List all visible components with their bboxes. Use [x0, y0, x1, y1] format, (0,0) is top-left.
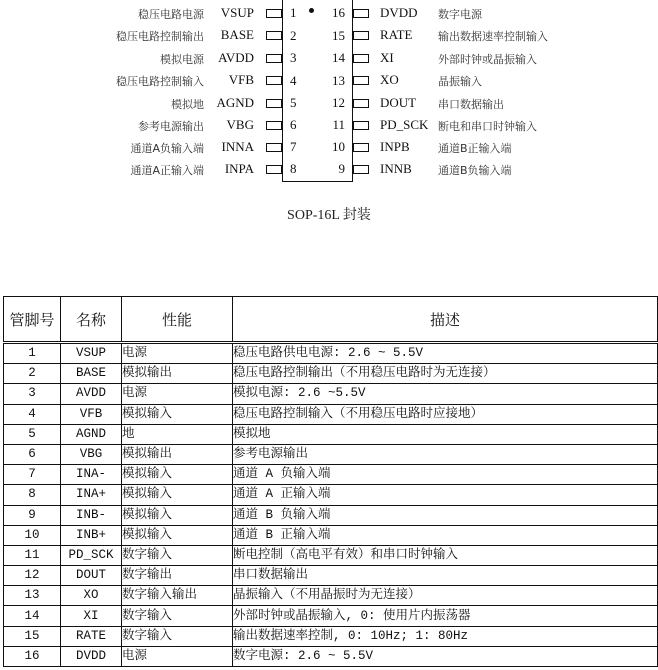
- table-row: [4, 505, 658, 525]
- pin-pad: [266, 99, 282, 108]
- cell-pin-number: 16: [4, 646, 61, 666]
- cell-name: INA-: [61, 465, 122, 485]
- cell-pin-number: 6: [4, 444, 61, 464]
- cell-function: 模拟输出: [122, 364, 233, 384]
- table-row: [4, 485, 658, 505]
- pin-number: 9: [338, 161, 345, 176]
- header-function: 性能: [122, 297, 233, 343]
- pin-pad: [353, 143, 369, 152]
- pin-number: 10: [332, 139, 345, 154]
- pin-name: VSUP: [220, 5, 254, 20]
- cell-function: 电源: [122, 646, 233, 666]
- pin-number: 2: [290, 28, 297, 43]
- pin-name: VFB: [228, 72, 254, 87]
- cell-description: 外部时钟或晶振输入, 0: 使用片内振荡器: [233, 606, 658, 626]
- header-pin-number: 管脚号: [4, 297, 61, 343]
- cell-name: VBG: [61, 444, 122, 464]
- cell-function: 模拟输入: [122, 465, 233, 485]
- package-caption: SOP-16L 封装: [287, 208, 371, 223]
- cell-description: 数字电源: 2.6 ~ 5.5V: [233, 646, 658, 666]
- pin-pad: [266, 9, 282, 18]
- table-row: [4, 404, 658, 424]
- pin-number: 3: [290, 50, 297, 65]
- cell-name: INB-: [61, 505, 122, 525]
- pin-description-table: [3, 296, 658, 667]
- pin-number: 11: [332, 117, 345, 132]
- cell-description: 稳压电路控制输出（不用稳压电路时为无连接）: [233, 364, 658, 384]
- cell-name: AVDD: [61, 384, 122, 404]
- cell-name: BASE: [61, 364, 122, 384]
- cell-function: 电源: [122, 343, 233, 364]
- pin-pad: [353, 54, 369, 63]
- pin-number: 14: [332, 50, 345, 65]
- cell-name: VFB: [61, 404, 122, 424]
- pin-name: DVDD: [380, 5, 418, 20]
- table-row: [4, 424, 658, 444]
- pin-number: 16: [332, 5, 345, 20]
- pin-pad: [353, 99, 369, 108]
- pin-desc: 数字电源: [438, 8, 482, 21]
- pin-desc: 稳压电路电源: [138, 8, 204, 21]
- cell-description: 输出数据速率控制, 0: 10Hz; 1: 80Hz: [233, 626, 658, 646]
- pin-desc: 输出数据速率控制输入: [438, 30, 548, 43]
- pin-desc: 模拟电源: [160, 53, 204, 66]
- pin-pad: [353, 31, 369, 40]
- pin-name: DOUT: [380, 95, 417, 110]
- table-row: [4, 626, 658, 646]
- cell-name: PD_SCK: [61, 545, 122, 565]
- cell-function: 地: [122, 424, 233, 444]
- pin-number: 15: [332, 28, 345, 43]
- cell-function: 电源: [122, 384, 233, 404]
- pin-desc: 通道A负输入端: [130, 142, 204, 155]
- cell-function: 数字输入: [122, 545, 233, 565]
- cell-description: 断电控制（高电平有效）和串口时钟输入: [233, 545, 658, 565]
- cell-pin-number: 9: [4, 505, 61, 525]
- cell-name: INA+: [61, 485, 122, 505]
- cell-description: 通道 B 正输入端: [233, 525, 658, 545]
- cell-function: 模拟输入: [122, 404, 233, 424]
- pin-desc: 晶振输入: [438, 75, 482, 88]
- cell-description: 通道 B 负输入端: [233, 505, 658, 525]
- cell-pin-number: 8: [4, 485, 61, 505]
- cell-description: 通道 A 负输入端: [233, 465, 658, 485]
- cell-name: DVDD: [61, 646, 122, 666]
- cell-pin-number: 2: [4, 364, 61, 384]
- cell-pin-number: 1: [4, 343, 61, 364]
- pin-pad: [266, 165, 282, 174]
- pin-pad: [353, 165, 369, 174]
- cell-function: 数字输入输出: [122, 586, 233, 606]
- pin-desc: 模拟地: [171, 98, 204, 111]
- table-row: [4, 364, 658, 384]
- cell-name: XO: [61, 586, 122, 606]
- pin-name: XI: [380, 50, 394, 65]
- pin-pad: [353, 9, 369, 18]
- pin-name: INNA: [221, 139, 254, 154]
- pin-name: BASE: [220, 27, 254, 42]
- pin1-marker-dot: [309, 8, 314, 13]
- pin-desc: 通道B负输入端: [438, 164, 512, 177]
- cell-pin-number: 7: [4, 465, 61, 485]
- pin-desc: 外部时钟或晶振输入: [438, 53, 537, 66]
- cell-function: 模拟输入: [122, 525, 233, 545]
- cell-function: 数字输入: [122, 606, 233, 626]
- pin-number: 12: [332, 95, 345, 110]
- cell-pin-number: 11: [4, 545, 61, 565]
- cell-name: AGND: [61, 424, 122, 444]
- pin-name: AVDD: [218, 50, 254, 65]
- pin-pad: [266, 143, 282, 152]
- pin-desc: 通道A正输入端: [130, 164, 204, 177]
- pin-desc: 参考电源输出: [138, 120, 204, 133]
- cell-pin-number: 13: [4, 586, 61, 606]
- cell-name: RATE: [61, 626, 122, 646]
- cell-pin-number: 4: [4, 404, 61, 424]
- cell-pin-number: 15: [4, 626, 61, 646]
- cell-description: 稳压电路供电电源: 2.6 ~ 5.5V: [233, 343, 658, 364]
- pin-pad: [353, 76, 369, 85]
- pin-number: 6: [290, 117, 297, 132]
- pin-pad: [266, 31, 282, 40]
- pin-pad: [266, 54, 282, 63]
- table-row: [4, 384, 658, 404]
- table-row: [4, 465, 658, 485]
- cell-description: 晶振输入（不用晶振时为无连接）: [233, 586, 658, 606]
- pin-number: 8: [290, 161, 297, 176]
- cell-description: 模拟电源: 2.6 ~5.5V: [233, 384, 658, 404]
- pin-desc: 通道B正输入端: [438, 142, 512, 155]
- pin-pad: [353, 121, 369, 130]
- cell-pin-number: 5: [4, 424, 61, 444]
- pin-name: RATE: [380, 27, 413, 42]
- cell-function: 模拟输入: [122, 505, 233, 525]
- cell-pin-number: 14: [4, 606, 61, 626]
- cell-description: 模拟地: [233, 424, 658, 444]
- pin-pad: [266, 121, 282, 130]
- header-description: 描述: [233, 297, 658, 343]
- pin-name: INPB: [380, 139, 410, 154]
- pin-number: 4: [290, 73, 297, 88]
- table-row: [4, 646, 658, 666]
- pin-desc: 稳压电路控制输出: [116, 30, 204, 43]
- pin-name: VBG: [226, 117, 254, 132]
- table-row: [4, 343, 658, 364]
- cell-function: 数字输出: [122, 566, 233, 586]
- cell-description: 串口数据输出: [233, 566, 658, 586]
- cell-description: 通道 A 正输入端: [233, 485, 658, 505]
- table-row: [4, 586, 658, 606]
- table-row: [4, 545, 658, 565]
- pin-number: 7: [290, 139, 297, 154]
- pin-desc: 串口数据输出: [438, 98, 504, 111]
- cell-name: VSUP: [61, 343, 122, 364]
- header-name: 名称: [61, 297, 122, 343]
- pin-name: INNB: [380, 161, 412, 176]
- cell-function: 模拟输出: [122, 444, 233, 464]
- table-row: [4, 444, 658, 464]
- pin-name: AGND: [216, 95, 254, 110]
- pin-desc: 稳压电路控制输入: [116, 75, 204, 88]
- pin-number: 13: [332, 73, 345, 88]
- table-row: [4, 566, 658, 586]
- pinout-diagram: [0, 0, 658, 230]
- cell-name: DOUT: [61, 566, 122, 586]
- pin-desc: 断电和串口时钟输入: [438, 120, 537, 133]
- pin-name: XO: [380, 72, 399, 87]
- table-header-row: [4, 297, 658, 343]
- pin-name: PD_SCK: [380, 117, 429, 132]
- cell-description: 稳压电路控制输入（不用稳压电路时应接地）: [233, 404, 658, 424]
- table-row: [4, 525, 658, 545]
- pin-number: 1: [290, 5, 297, 20]
- cell-pin-number: 3: [4, 384, 61, 404]
- pin-number: 5: [290, 95, 297, 110]
- cell-pin-number: 12: [4, 566, 61, 586]
- cell-name: INB+: [61, 525, 122, 545]
- table-row: [4, 606, 658, 626]
- cell-function: 数字输入: [122, 626, 233, 646]
- pin-pad: [266, 76, 282, 85]
- cell-description: 参考电源输出: [233, 444, 658, 464]
- pin-name: INPA: [224, 161, 254, 176]
- cell-name: XI: [61, 606, 122, 626]
- cell-pin-number: 10: [4, 525, 61, 545]
- cell-function: 模拟输入: [122, 485, 233, 505]
